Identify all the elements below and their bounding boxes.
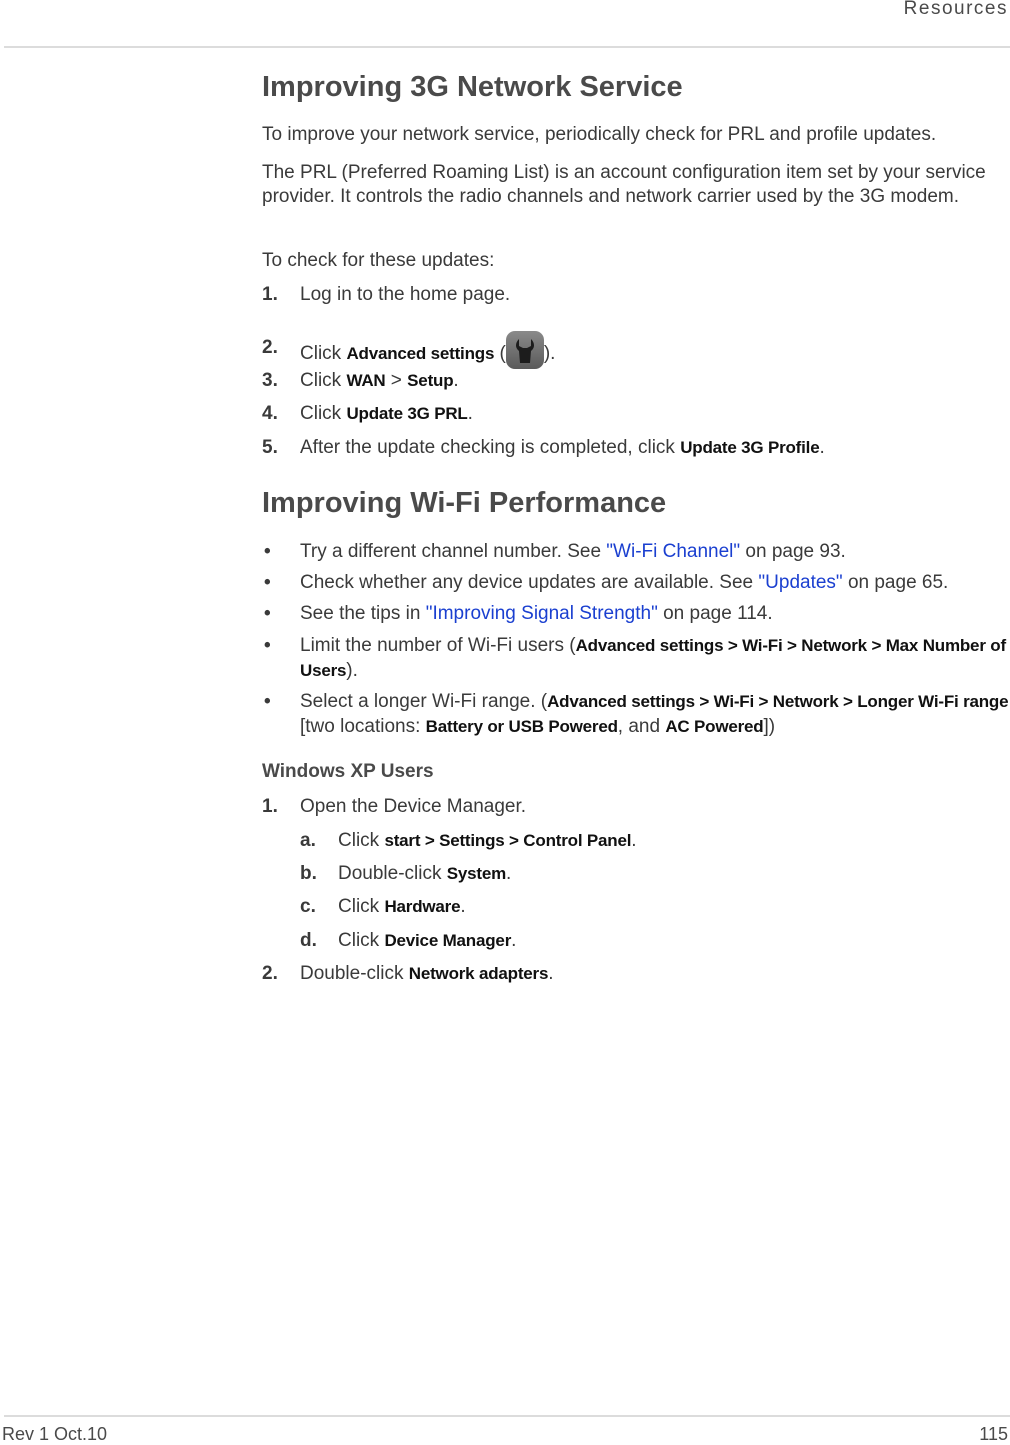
ui-reference: Update 3G PRL [346, 404, 468, 423]
prl-paragraph: The PRL (Preferred Roaming List) is an account configuration item set by your service provider. It controls the radio channels and network carrier used by the 3G modem. [262, 162, 986, 207]
bullet-glyph: • [264, 691, 271, 712]
step-number: 4. [262, 403, 278, 424]
cross-reference-link[interactable]: "Updates" [758, 572, 843, 593]
ui-reference: Battery or USB Powered [425, 717, 618, 736]
bullet-text: Select a longer Wi-Fi range. (Advanced settings > Wi-Fi > Network > Longer Wi-Fi range [two locations: Battery or USB Powered, and AC Powered]) [300, 691, 1009, 737]
section-heading-wifi: Improving Wi-Fi Performance [262, 487, 667, 519]
footer-rule [4, 1415, 1010, 1417]
step-text: Log in to the home page. [300, 284, 511, 305]
step-text: Open the Device Manager. [300, 796, 527, 817]
substep-letter: b. [300, 863, 317, 884]
ui-reference: Network adapters [408, 964, 549, 983]
ui-reference: AC Powered [665, 717, 764, 736]
step-text: Click Advanced settings ( ). [300, 335, 1010, 373]
substep-letter: c. [300, 896, 316, 917]
running-header: Resources [903, 0, 1008, 19]
bullet-glyph: • [264, 572, 271, 593]
ui-reference: Advanced settings > Wi-Fi > Network > Longer Wi-Fi range [547, 692, 1009, 711]
bullet-glyph: • [264, 541, 271, 562]
subsection-heading-xp: Windows XP Users [262, 761, 434, 782]
bullet-glyph: • [264, 635, 271, 656]
ui-reference: Hardware [384, 897, 461, 916]
step-text: After the update checking is completed, click Update 3G Profile. [300, 437, 825, 458]
ui-reference: Setup [407, 371, 454, 390]
header-rule [4, 46, 1010, 48]
ui-reference: WAN [346, 371, 386, 390]
substep-letter: a. [300, 830, 316, 851]
cross-reference-link[interactable]: "Wi-Fi Channel" [606, 541, 741, 562]
ui-reference: Advanced settings [346, 344, 495, 364]
step-text: Click WAN > Setup. [300, 370, 459, 391]
step-number: 3. [262, 370, 278, 391]
check-updates-paragraph: To check for these updates: [262, 250, 495, 271]
step-number: 1. [262, 284, 278, 305]
substep-text: Click Device Manager. [338, 930, 517, 951]
cross-reference-link[interactable]: "Improving Signal Strength" [425, 603, 658, 624]
step-number: 2. [262, 337, 278, 358]
bullet-text: Try a different channel number. See "Wi-Fi Channel" on page 93. [300, 541, 846, 562]
ui-reference: Update 3G Profile [680, 438, 820, 457]
ui-reference: Advanced settings > Wi-Fi > Network > Max Number of Users [300, 636, 1006, 680]
section-heading-3g: Improving 3G Network Service [262, 71, 683, 103]
substep-text: Click start > Settings > Control Panel. [338, 830, 637, 851]
step-text: Double-click Network adapters. [300, 963, 554, 984]
bullet-text: Limit the number of Wi-Fi users (Advanced settings > Wi-Fi > Network > Max Number of Users). [300, 635, 1006, 681]
step-number: 1. [262, 796, 278, 817]
bullet-glyph: • [264, 603, 271, 624]
substep-text: Double-click System. [338, 863, 512, 884]
wrench-icon [506, 331, 544, 369]
ui-reference: start > Settings > Control Panel [384, 831, 632, 850]
bullet-text: See the tips in "Improving Signal Strength" on page 114. [300, 603, 773, 624]
ui-reference: System [446, 864, 507, 883]
substep-text: Click Hardware. [338, 896, 466, 917]
page-number: 115 [979, 1424, 1008, 1444]
intro-paragraph: To improve your network service, periodically check for PRL and profile updates. [262, 124, 937, 145]
revision-label: Rev 1 Oct.10 [2, 1424, 108, 1444]
step-number: 5. [262, 437, 278, 458]
step-number: 2. [262, 963, 278, 984]
ui-reference: Device Manager [384, 931, 512, 950]
step-text: Click Update 3G PRL. [300, 403, 473, 424]
bullet-text: Check whether any device updates are available. See "Updates" on page 65. [300, 572, 949, 593]
substep-letter: d. [300, 930, 317, 951]
